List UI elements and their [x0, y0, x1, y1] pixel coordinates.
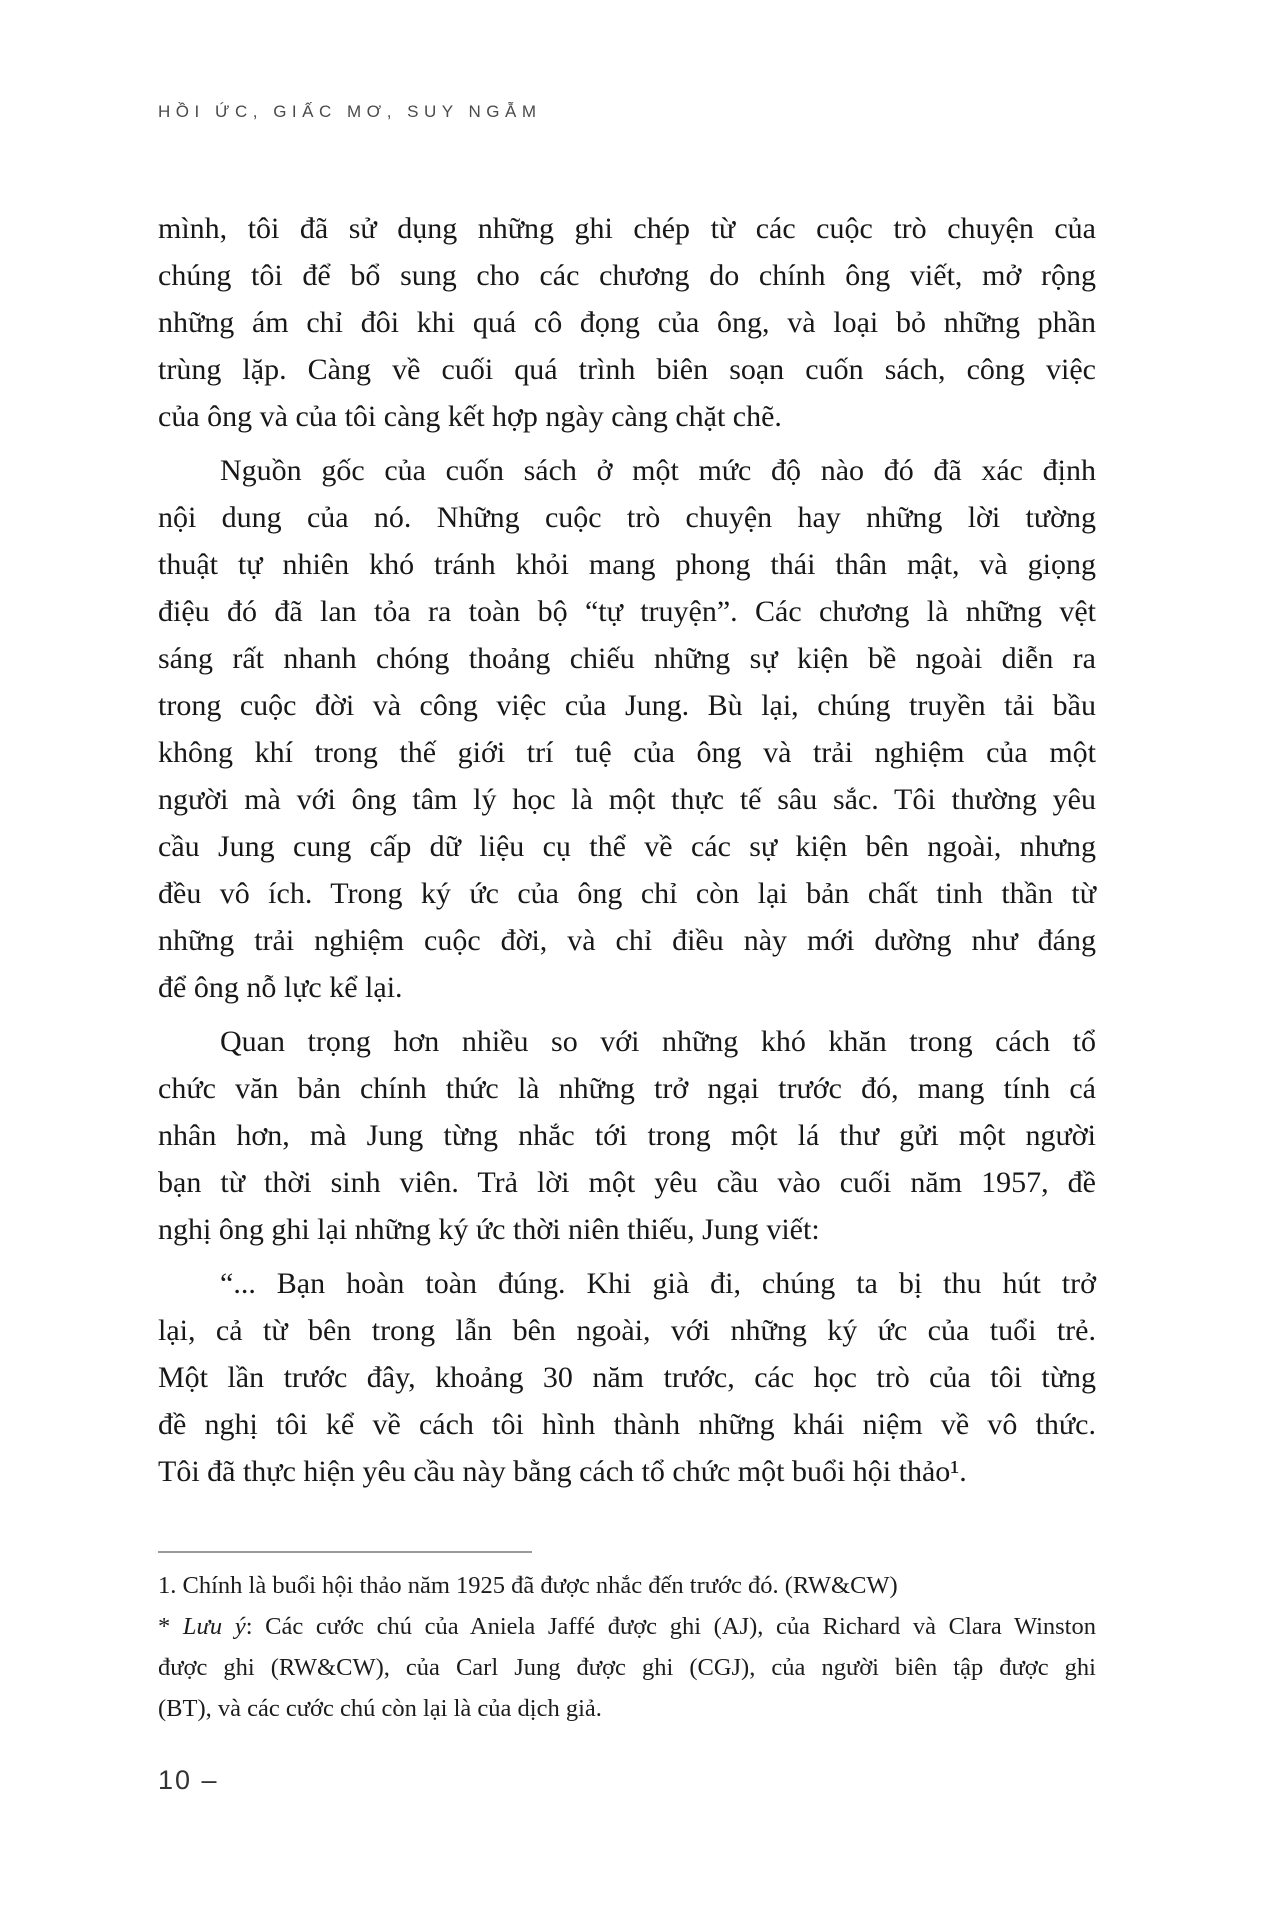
footnote-divider — [158, 1551, 532, 1553]
text-line: nội dung của nó. Những cuộc trò chuyện hay những lời tường — [158, 501, 1096, 534]
page-number: 10 – — [158, 1765, 219, 1795]
footnote-text: : Các cước chú của Aniela Jaffé được ghi (AJ), của Richard và Clara Winston — [245, 1613, 1096, 1640]
text-line: mình, tôi đã sử dụng những ghi chép từ các cuộc trò chuyện của — [158, 212, 1096, 245]
text-line: “... Bạn hoàn toàn đúng. Khi già đi, chúng ta bị thu hút trở — [220, 1267, 1096, 1300]
text-line: đề nghị tôi kể về cách tôi hình thành những khái niệm về vô thức. — [158, 1408, 1096, 1441]
text-line: của ông và của tôi càng kết hợp ngày càng chặt chẽ. — [158, 400, 782, 433]
text-line: để ông nỗ lực kể lại. — [158, 971, 403, 1004]
running-header-title: HỒI ỨC, GIẤC MƠ, SUY NGẪM — [158, 102, 542, 121]
text-line: trong cuộc đời và công việc của Jung. Bù lại, chúng truyền tải bầu — [158, 689, 1096, 722]
text-line: những trải nghiệm cuộc đời, và chỉ điều này mới dường như đáng — [158, 924, 1096, 957]
paragraph — [158, 447, 1096, 1011]
text-line: chức văn bản chính thức là những trở ngại trước đó, mang tính cá — [158, 1072, 1096, 1105]
text-line: lại, cả từ bên trong lẫn bên ngoài, với những ký ức của tuổi trẻ. — [158, 1314, 1096, 1347]
text-line: nhân hơn, mà Jung từng nhắc tới trong một lá thư gửi một người — [158, 1119, 1096, 1152]
footnote-line: (BT), và các cước chú còn lại là của dịch giả. — [158, 1695, 602, 1722]
text-line: trùng lặp. Càng về cuối quá trình biên soạn cuốn sách, công việc — [158, 353, 1096, 386]
paragraph — [158, 205, 1096, 440]
footnote-line: 1. Chính là buổi hội thảo năm 1925 đã được nhắc đến trước đó. (RW&CW) — [158, 1572, 898, 1599]
body-text — [158, 205, 1096, 1495]
text-line: bạn từ thời sinh viên. Trả lời một yêu cầu vào cuối năm 1957, đề — [158, 1166, 1096, 1199]
text-line: người mà với ông tâm lý học là một thực tế sâu sắc. Tôi thường yêu — [158, 783, 1096, 816]
footnote-label: Lưu ý — [182, 1613, 246, 1640]
footnotes — [158, 1565, 1096, 1729]
paragraph-quote — [158, 1260, 1096, 1495]
text-line: Nguồn gốc của cuốn sách ở một mức độ nào đó đã xác định — [220, 454, 1096, 487]
text-line: chúng tôi để bổ sung cho các chương do chính ông viết, mở rộng — [158, 259, 1096, 292]
text-line: sáng rất nhanh chóng thoảng chiếu những sự kiện bề ngoài diễn ra — [158, 642, 1096, 675]
footnote-marker: * — [158, 1613, 183, 1640]
text-line: thuật tự nhiên khó tránh khỏi mang phong thái thân mật, và giọng — [158, 548, 1096, 581]
text-line: Một lần trước đây, khoảng 30 năm trước, các học trò của tôi từng — [158, 1361, 1096, 1394]
text-line: không khí trong thế giới trí tuệ của ông và trải nghiệm của một — [158, 736, 1096, 769]
footnote-line: được ghi (RW&CW), của Carl Jung được ghi (CGJ), của người biên tập được ghi — [158, 1654, 1096, 1681]
text-line: Quan trọng hơn nhiều so với những khó khăn trong cách tổ — [220, 1025, 1096, 1058]
text-line: nghị ông ghi lại những ký ức thời niên thiếu, Jung viết: — [158, 1213, 820, 1246]
text-line: những ám chỉ đôi khi quá cô đọng của ông, và loại bỏ những phần — [158, 306, 1096, 339]
footnote-line — [158, 1606, 1096, 1647]
paragraph — [158, 1018, 1096, 1253]
text-line: cầu Jung cung cấp dữ liệu cụ thể về các sự kiện bên ngoài, nhưng — [158, 830, 1096, 863]
text-line: đều vô ích. Trong ký ức của ông chỉ còn lại bản chất tinh thần từ — [158, 877, 1096, 910]
text-line: Tôi đã thực hiện yêu cầu này bằng cách tổ chức một buổi hội thảo¹. — [158, 1455, 967, 1488]
text-line: điệu đó đã lan tỏa ra toàn bộ “tự truyện”. Các chương là những vệt — [158, 595, 1096, 628]
